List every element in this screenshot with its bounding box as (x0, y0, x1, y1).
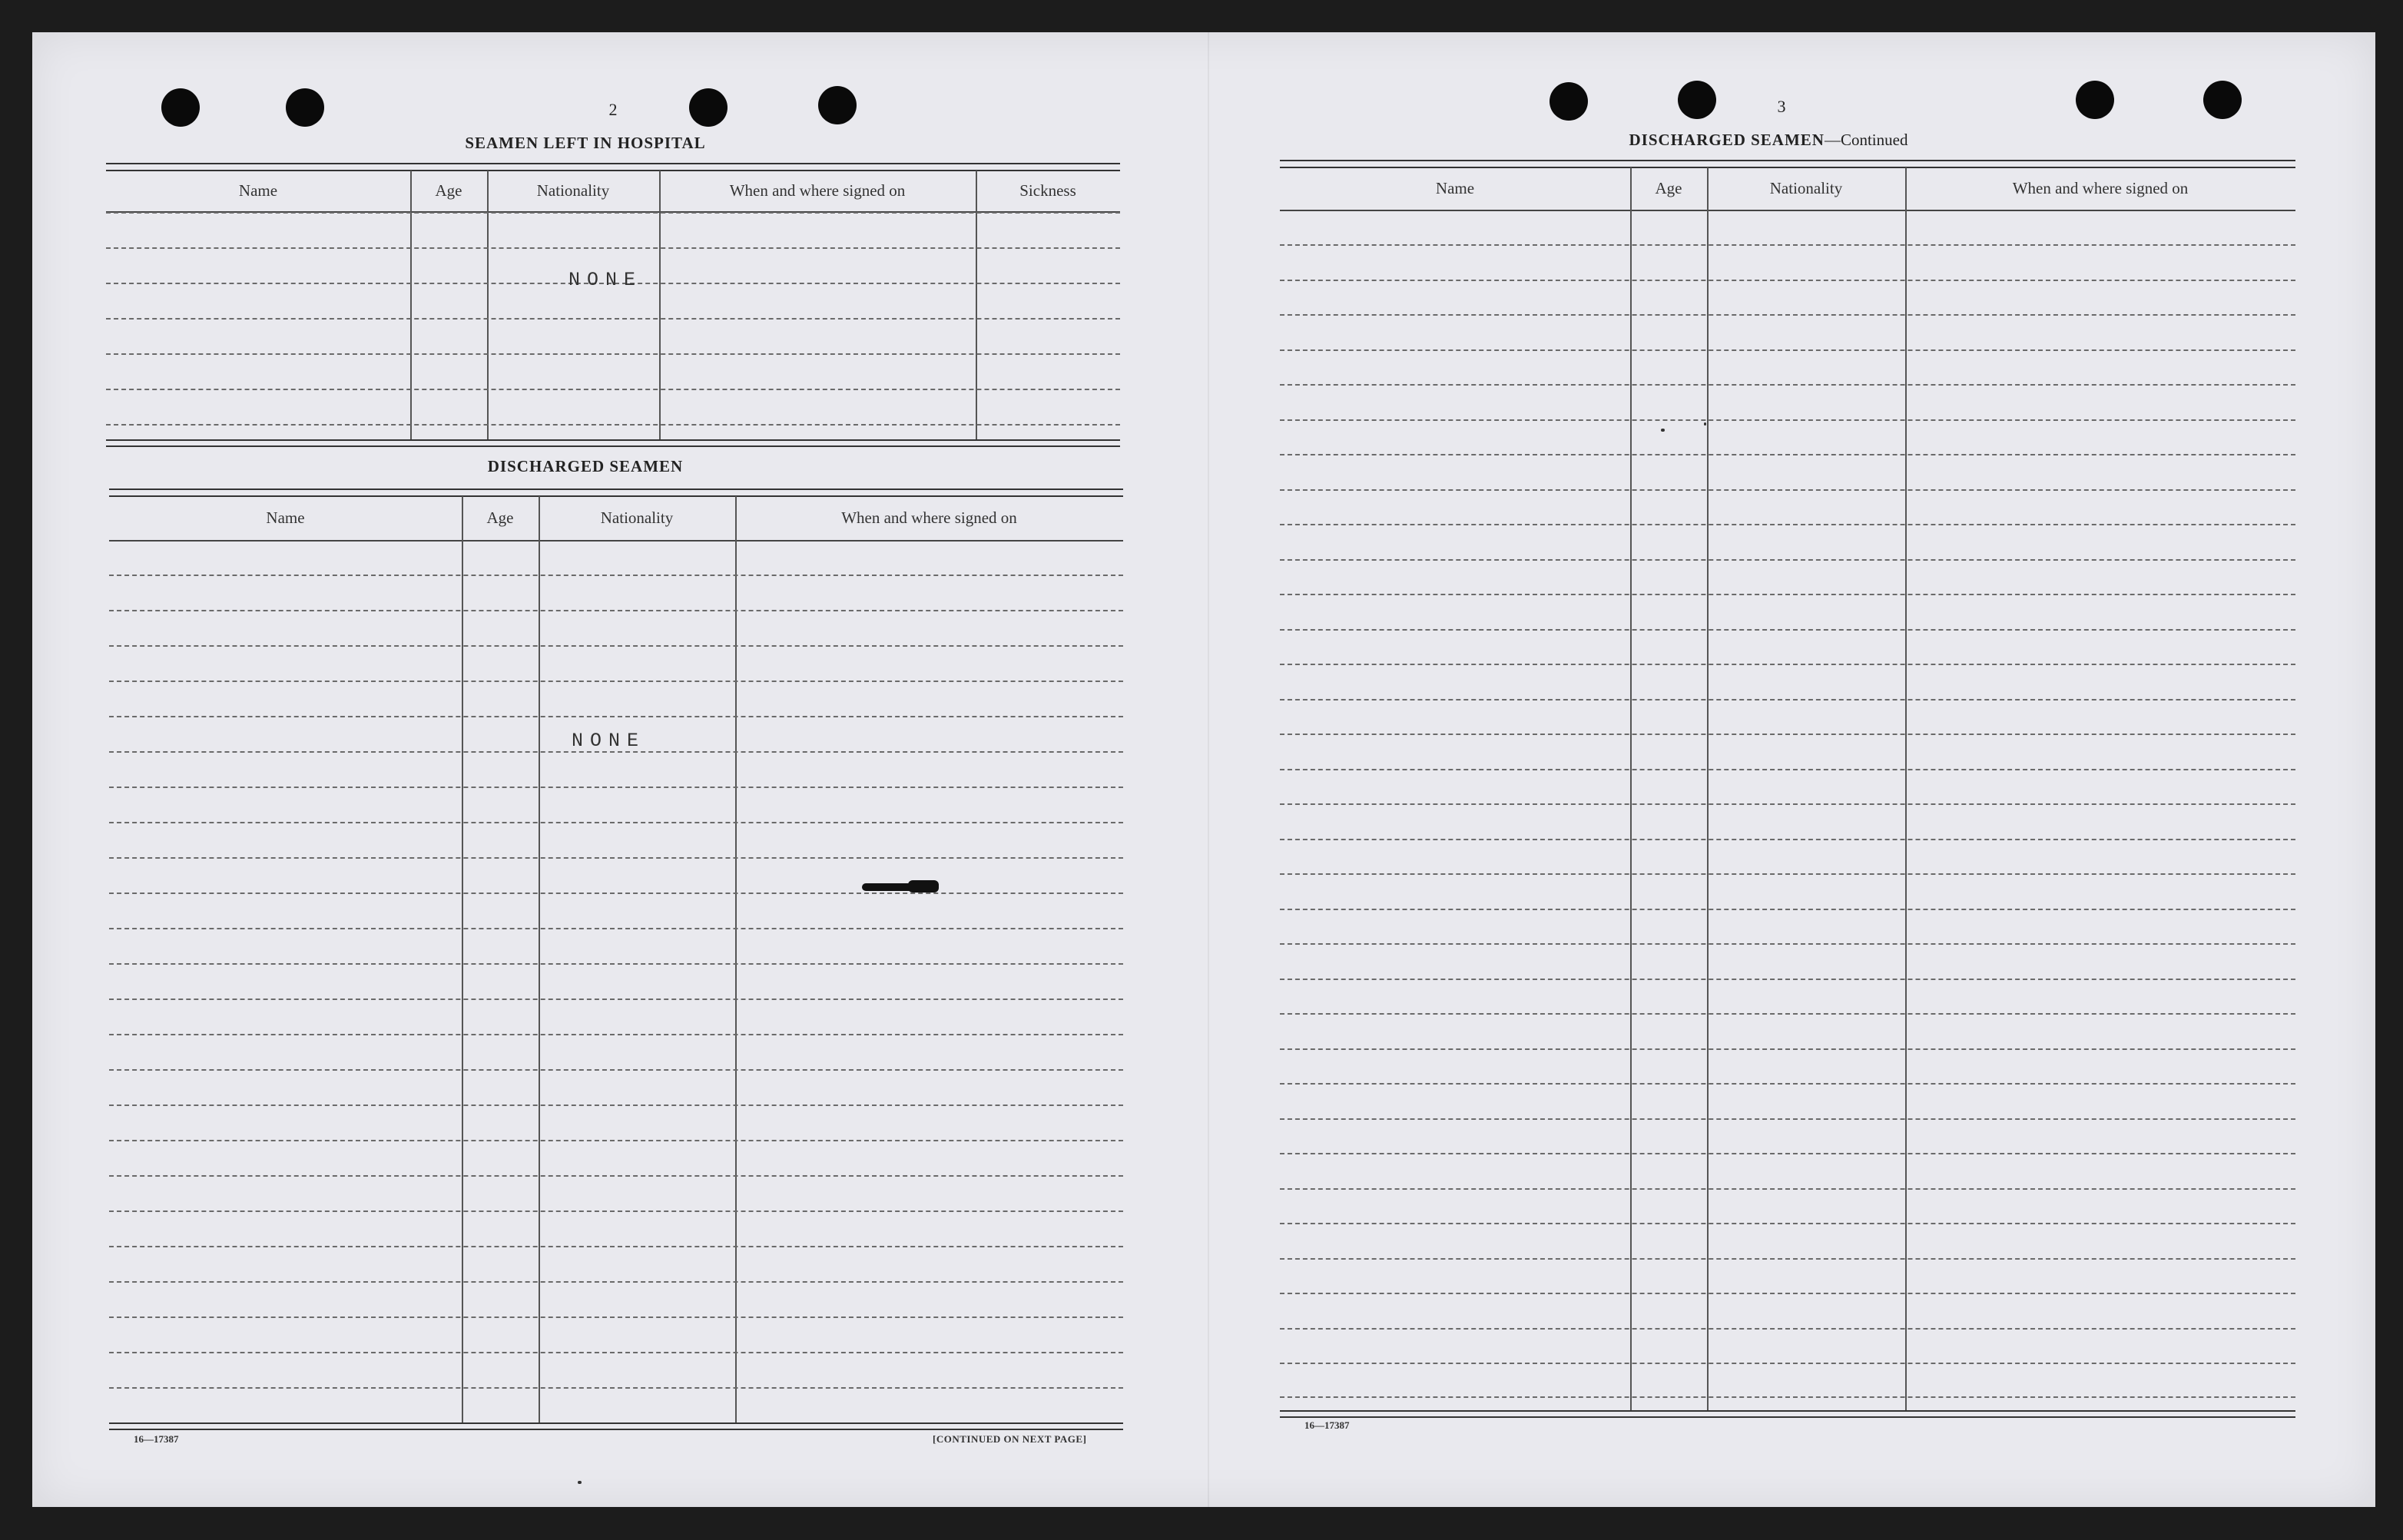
column-divider (1707, 167, 1709, 1412)
column-header-age: Age (1655, 178, 1682, 197)
column-header-age: Age (435, 180, 462, 200)
table-row (1280, 559, 2295, 561)
table-row (109, 1352, 1123, 1353)
column-header-nationality: Nationality (600, 508, 674, 527)
table-row (1280, 1083, 2295, 1085)
table-row (106, 212, 1120, 214)
table-row (109, 1175, 1123, 1177)
discharged-continued-title (1523, 131, 2014, 150)
punch-hole (818, 86, 857, 124)
table-row (106, 353, 1120, 355)
table-row (1280, 1328, 2295, 1330)
column-divider (410, 171, 412, 439)
column-divider (1630, 167, 1632, 1412)
table-row (1280, 280, 2295, 281)
table-row (106, 247, 1120, 249)
table-row (1280, 454, 2295, 455)
table-row (109, 928, 1123, 929)
form-number-right: 16—17387 (1304, 1419, 1350, 1431)
punch-hole (1678, 81, 1716, 119)
table-row (109, 1104, 1123, 1106)
column-divider (976, 171, 977, 439)
page-fold (1208, 32, 1209, 1507)
discharged-continued-title-text: DISCHARGED SEAMEN (1629, 131, 1825, 149)
document-sheet (32, 32, 2375, 1507)
column-header-signed-on: When and where signed on (729, 180, 906, 200)
table-row (109, 822, 1123, 823)
ink-smudge (908, 880, 939, 893)
table-row (109, 1210, 1123, 1212)
punch-hole (2203, 81, 2242, 119)
table-bottom-rule (109, 1422, 1123, 1430)
table-row (1280, 1048, 2295, 1050)
discharged-table-left (109, 488, 1123, 1464)
table-row (1280, 839, 2295, 840)
hospital-table (106, 163, 1120, 470)
table-row (1280, 1396, 2295, 1398)
table-row (106, 318, 1120, 320)
table-row (1280, 943, 2295, 945)
table-row (109, 787, 1123, 788)
table-row (1280, 244, 2295, 246)
table-row (109, 1069, 1123, 1071)
table-row (109, 963, 1123, 965)
speck (578, 1481, 582, 1484)
table-row (1280, 629, 2295, 631)
table-bottom-rule (106, 439, 1120, 447)
hospital-entry-none: NONE (568, 269, 643, 291)
table-row (1280, 1363, 2295, 1364)
column-divider (735, 496, 737, 1422)
page-number-right: 3 (1777, 97, 1786, 116)
table-row (109, 999, 1123, 1000)
table-row (1280, 803, 2295, 805)
table-row (106, 424, 1120, 426)
punch-hole (161, 88, 200, 127)
punch-hole (1550, 82, 1588, 121)
discharged-table-right (1280, 160, 2295, 1458)
table-header (1280, 167, 2295, 211)
table-row (1280, 594, 2295, 595)
table-bottom-rule (1280, 1410, 2295, 1418)
speck (1661, 429, 1665, 432)
table-row (1280, 524, 2295, 525)
table-row (109, 681, 1123, 682)
table-row (106, 389, 1120, 390)
table-row (1280, 384, 2295, 386)
page-number-left: 2 (608, 100, 618, 119)
continued-suffix: —Continued (1824, 131, 1908, 149)
table-row (109, 1387, 1123, 1389)
column-divider (539, 496, 540, 1422)
table-row (1280, 314, 2295, 316)
table-row (109, 1281, 1123, 1283)
column-header-sickness: Sickness (1019, 180, 1076, 200)
discharged-section-title: DISCHARGED SEAMEN (487, 457, 684, 475)
table-row (1280, 1153, 2295, 1154)
table-row (109, 716, 1123, 717)
column-divider (487, 171, 489, 439)
table-row (109, 610, 1123, 611)
table-row (109, 1246, 1123, 1247)
table-row (109, 645, 1123, 647)
table-row (1280, 734, 2295, 735)
table-row (1280, 1118, 2295, 1120)
table-row (1280, 873, 2295, 875)
table-row (1280, 419, 2295, 421)
table-row (1280, 909, 2295, 910)
table-row (1280, 1223, 2295, 1224)
column-header-nationality: Nationality (1769, 178, 1843, 197)
table-header (106, 170, 1120, 213)
continued-note: [CONTINUED ON NEXT PAGE] (933, 1433, 1087, 1445)
column-header-signed-on: When and where signed on (841, 508, 1017, 527)
table-row (109, 1034, 1123, 1035)
column-header-name: Name (266, 508, 305, 527)
punch-hole (286, 88, 324, 127)
table-row (1280, 1013, 2295, 1015)
table-row (1280, 1293, 2295, 1294)
column-header-name: Name (1435, 178, 1475, 197)
column-divider (1905, 167, 1907, 1412)
table-row (109, 575, 1123, 576)
hospital-section-title: SEAMEN LEFT IN HOSPITAL (465, 134, 706, 152)
table-row (1280, 349, 2295, 351)
table-row (1280, 1258, 2295, 1260)
punch-hole (2076, 81, 2114, 119)
column-header-signed-on: When and where signed on (2012, 178, 2189, 197)
column-header-nationality: Nationality (536, 180, 610, 200)
column-divider (462, 496, 463, 1422)
punch-hole (689, 88, 728, 127)
table-row (109, 1316, 1123, 1318)
form-number-left: 16—17387 (134, 1433, 179, 1445)
table-header (109, 495, 1123, 541)
table-row (1280, 664, 2295, 665)
column-header-name: Name (238, 180, 278, 200)
table-row (109, 857, 1123, 859)
speck (1704, 422, 1706, 426)
table-row (1280, 979, 2295, 980)
table-row (1280, 489, 2295, 491)
table-row (1280, 699, 2295, 700)
discharged-entry-none: NONE (572, 730, 646, 752)
table-row (109, 893, 1123, 894)
table-row (1280, 1188, 2295, 1190)
table-row (1280, 769, 2295, 770)
column-header-age: Age (486, 508, 514, 527)
table-row (109, 1140, 1123, 1141)
column-divider (659, 171, 661, 439)
